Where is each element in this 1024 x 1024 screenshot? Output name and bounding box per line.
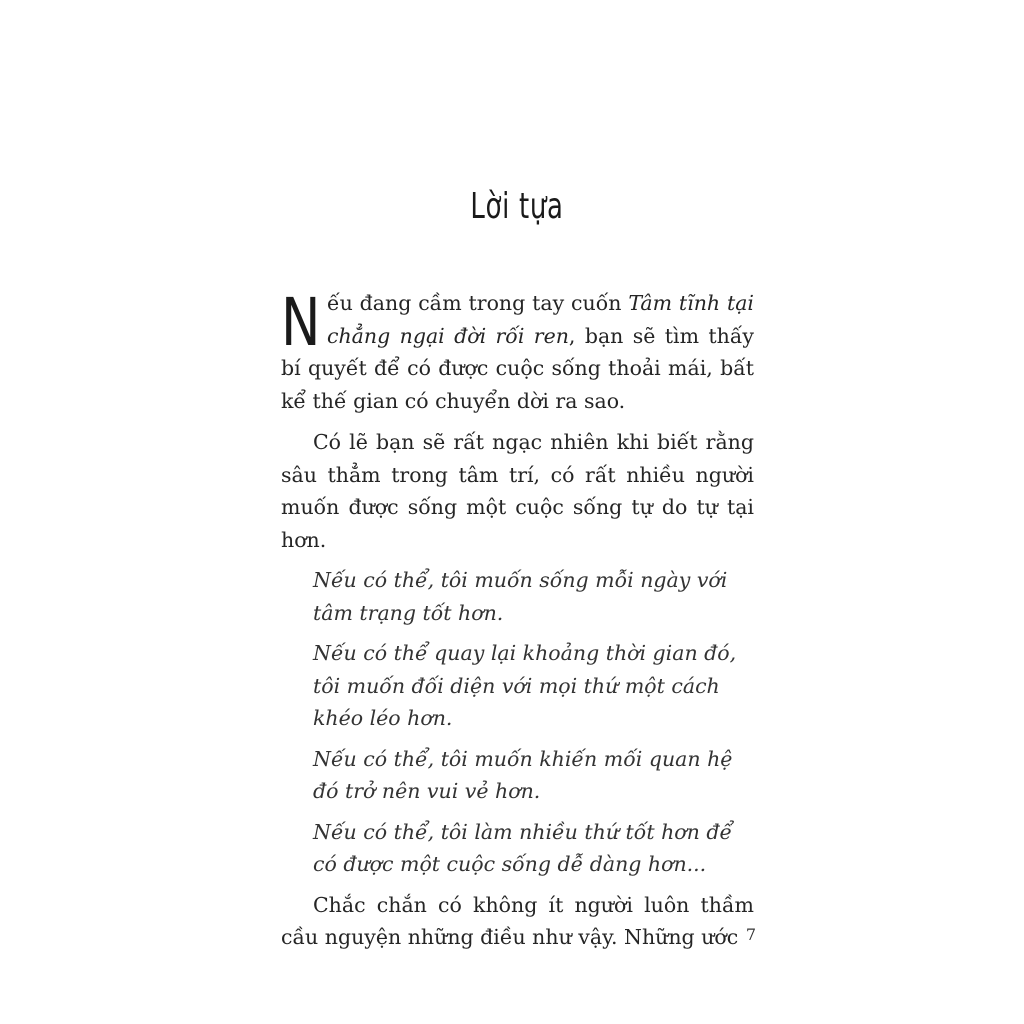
quote-4: Nếu có thể, tôi làm nhiều thứ tốt hơn để có được một cuộc sống dễ dàng hơn... [313,819,733,876]
body-text [281,284,754,954]
paragraph-2: Có lẽ bạn sẽ rất ngạc nhiên khi biết rằng sâu thẳm trong tâm trí, có rất nhiều người muốn được sống một cuộc sống tự do tự tại hơn. [281,430,754,552]
quote-3: Nếu có thể, tôi muốn khiến mối quan hệ đó trở nên vui vẻ hơn. [313,746,733,803]
book-title-reference: Tâm tĩnh tại chẳng ngại đời rối ren [327,291,754,348]
intro-text-before: ếu đang cầm trong tay cuốn [327,291,629,315]
intro-text-after: , bạn sẽ tìm thấy bí quyết để có được cuộc sống thoải mái, bất kể thế gian có chuyển dời ra sao. [281,323,754,413]
paragraph-3: Chắc chắn có không ít người luôn thầm cầu nguyện những điều như vậy. Những ước [281,892,754,949]
quote-1: Nếu có thể, tôi muốn sống mỗi ngày với tâm trạng tốt hơn. [313,568,728,625]
page-number: 7 [745,925,756,944]
paragraph-intro [281,284,754,417]
quote-2: Nếu có thể quay lại khoảng thời gian đó, tôi muốn đối diện với mọi thứ một cách khéo léo hơn. [313,641,737,730]
chapter-title: Lời tựa [470,186,564,227]
drop-cap: N [281,284,321,361]
